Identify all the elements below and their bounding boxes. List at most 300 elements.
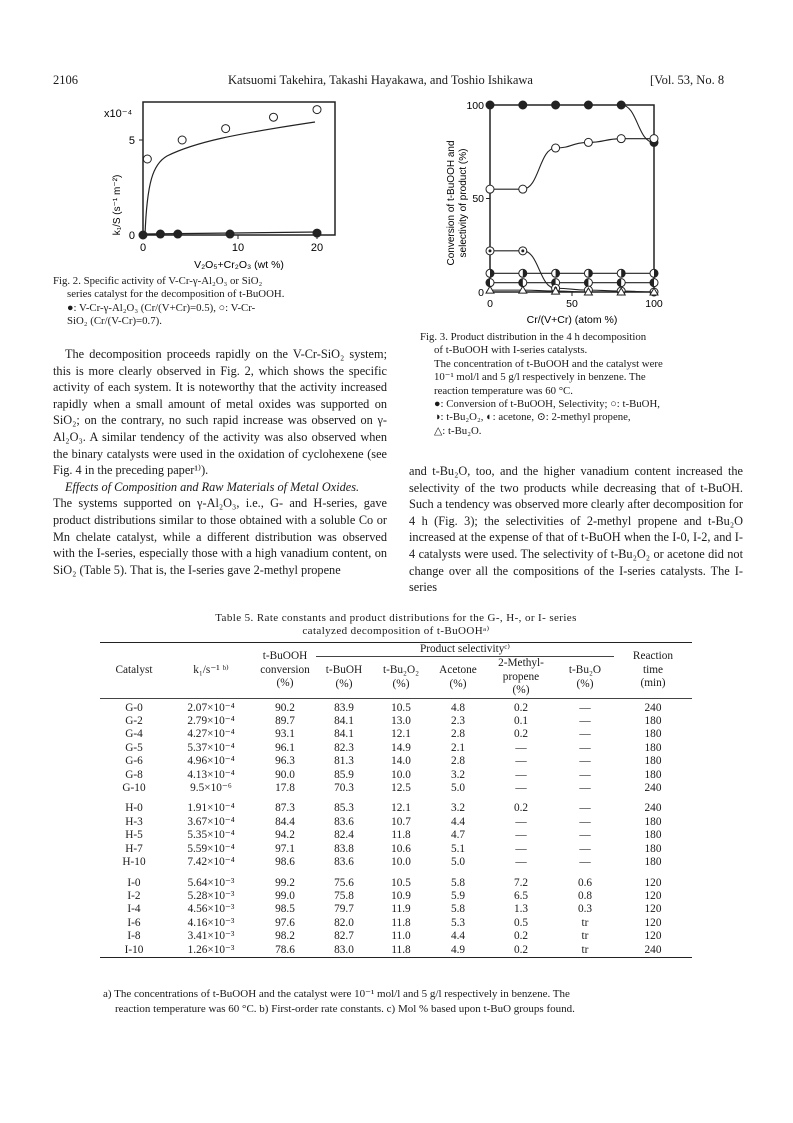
- fig3-point: [617, 279, 625, 287]
- table-cell: 180: [644, 755, 662, 768]
- table-cell: 5.0: [450, 856, 466, 869]
- fig3-point: [486, 247, 494, 255]
- header-buoh-line: t-BuOH: [325, 664, 363, 677]
- table-cell: 120: [644, 876, 662, 889]
- table-cell: 90.2: [275, 701, 295, 714]
- table-cell: 82.7: [334, 930, 354, 943]
- table-cell: 99.2: [275, 876, 295, 889]
- header-acetone-line: (%): [449, 677, 467, 690]
- table-row: [100, 843, 692, 856]
- fig3-point: [584, 101, 592, 109]
- fig3-caption: [420, 331, 760, 438]
- fig2-ytick-5: 5: [128, 135, 135, 147]
- table-cell: 2.8: [450, 755, 466, 768]
- fig2-xlabel: V₂O₅+Cr₂O₃ (wt %): [194, 259, 284, 271]
- table-cell: 240: [644, 701, 662, 714]
- table-cell: 0.3: [577, 903, 593, 916]
- table-cell: 180: [644, 741, 662, 754]
- table-cell: 180: [644, 815, 662, 828]
- header-acetone: [430, 657, 486, 698]
- fig2-xtick-10: 10: [231, 242, 245, 254]
- table-cell: 17.8: [275, 782, 295, 795]
- table-cell: 0.8: [577, 889, 593, 902]
- fig2-ticks: [139, 140, 317, 239]
- table5-title-line: Table 5. Rate constants and product distributions for the G-, H-, or I- series: [215, 612, 577, 624]
- table-cell: H-3: [125, 815, 143, 828]
- table5-header: [100, 643, 692, 698]
- fig2-caption-line: SiO₂ (Cr/(V-Cr)=0.7).: [67, 315, 162, 328]
- table-cell: 5.3: [450, 916, 466, 929]
- table-cell: 85.9: [334, 768, 354, 781]
- paragraph: The systems supported on γ-Al₂O₃, i.e., G- and H-series, gave product distributions similar to those obtained with a soluble Co or Mn chelate catalyst, while a different distribution was observed with the I-series, especially those with a high vanadium content, on SiO₂ (Table 5). That is, the I-series gave 2-methyl propene: [53, 496, 387, 577]
- table-row: [100, 930, 692, 943]
- table-row: [100, 816, 692, 829]
- table-cell: 7.42×10⁻⁴: [187, 856, 235, 869]
- fig2-xtick-0: 0: [139, 242, 147, 254]
- table-cell: 11.0: [391, 930, 411, 943]
- fig3-point: [552, 101, 560, 109]
- table-cell: 4.7: [450, 829, 466, 842]
- table-cell: 79.7: [334, 903, 354, 916]
- table-cell: 0.2: [513, 943, 529, 956]
- table-cell: 98.2: [275, 930, 295, 943]
- fig3-xlabel: Cr/(V+Cr) (atom %): [526, 314, 618, 326]
- table-cell: 5.59×10⁻⁴: [187, 842, 235, 855]
- table-cell: 78.6: [275, 943, 295, 956]
- table-cell: 83.9: [334, 701, 354, 714]
- fig2-ytick-0: 0: [128, 230, 135, 242]
- table-cell: 75.8: [334, 889, 354, 902]
- table-cell: I-6: [127, 916, 141, 929]
- fig3-point: [650, 135, 658, 143]
- table-cell: 4.56×10⁻³: [187, 903, 235, 916]
- table-row: [100, 829, 692, 842]
- table-cell: I-10: [124, 943, 144, 956]
- fig3-ylabel-line2: selectivity of product (%): [458, 148, 469, 258]
- fig3-point: [584, 269, 592, 277]
- table-cell: —: [515, 815, 527, 828]
- header-acetone-line: Acetone: [439, 664, 477, 677]
- table-cell: —: [579, 755, 591, 768]
- table-cell: —: [515, 755, 527, 768]
- table-cell: 83.8: [334, 842, 354, 855]
- table-cell: 3.2: [450, 768, 466, 781]
- table5-body: [100, 698, 692, 957]
- header-reaction-time-line: time: [642, 663, 664, 676]
- table-cell: 2.79×10⁻⁴: [187, 715, 235, 728]
- table-cell: 90.0: [275, 768, 295, 781]
- table-cell: 96.3: [275, 755, 295, 768]
- table-cell: 83.0: [334, 943, 354, 956]
- table-cell: 2.07×10⁻⁴: [187, 701, 235, 714]
- fig2-point: [139, 231, 147, 239]
- table-cell: 11.8: [391, 916, 411, 929]
- table-cell: 120: [644, 930, 662, 943]
- header-bu2o: [556, 657, 614, 698]
- table-cell: G-0: [125, 701, 143, 714]
- table-cell: 89.7: [275, 715, 295, 728]
- table-cell: 180: [644, 842, 662, 855]
- table-cell: 0.2: [513, 802, 529, 815]
- table-cell: 120: [644, 889, 662, 902]
- table-cell: 4.8: [450, 701, 466, 714]
- running-head-authors: Katsuomi Takehira, Takashi Hayakawa, and Toshio Ishikawa: [228, 73, 533, 87]
- fig3-point: [519, 101, 527, 109]
- table-row: [100, 769, 692, 782]
- table-cell: 14.9: [391, 741, 411, 754]
- fig3-point: [617, 101, 625, 109]
- page-number: 2106: [53, 73, 78, 87]
- table5: [100, 642, 692, 958]
- table-cell: 96.1: [275, 741, 295, 754]
- fig2-open-curve: [145, 122, 315, 235]
- header-conversion-line: conversion: [260, 663, 310, 676]
- table5-grid: [100, 643, 692, 957]
- table-cell: —: [579, 815, 591, 828]
- table-cell: 0.5: [513, 916, 529, 929]
- table-cell: 5.64×10⁻³: [187, 876, 235, 889]
- table-cell: 0.1: [513, 715, 529, 728]
- table-cell: 84.1: [334, 715, 354, 728]
- fig3-point: [584, 279, 592, 287]
- fig2-caption-line: ●: V-Cr-γ-Al₂O₃ (Cr/(V+Cr)=0.5), ○: V-Cr-: [67, 301, 256, 314]
- table-cell: 180: [644, 768, 662, 781]
- fig3-caption-line: 10⁻¹ mol/l and 5 g/l respectively in benzene. The: [434, 371, 646, 384]
- table-cell: 240: [644, 802, 662, 815]
- table-row: [100, 890, 692, 903]
- table-cell: 1.26×10⁻³: [187, 943, 235, 956]
- table-cell: 87.3: [275, 802, 295, 815]
- fig3-point: [486, 101, 494, 109]
- table5-title: [100, 612, 692, 637]
- table-cell: G-5: [125, 741, 143, 754]
- footnote-line: reaction temperature was 60 °C. b) First-order rate constants. c) Mol % based upon t-BuO groups found.: [115, 1003, 575, 1015]
- fig3-chart: [440, 95, 680, 330]
- table-cell: 1.91×10⁻⁴: [187, 802, 235, 815]
- table-row: [100, 782, 692, 795]
- table-cell: —: [515, 782, 527, 795]
- table-cell: 13.0: [391, 715, 411, 728]
- table-cell: —: [579, 782, 591, 795]
- table5-footnotes: [103, 987, 703, 1017]
- header-conversion: [254, 643, 316, 698]
- table-cell: —: [515, 741, 527, 754]
- table-cell: 83.6: [334, 815, 354, 828]
- table-cell: 14.0: [391, 755, 411, 768]
- fig3-caption-line: reaction temperature was 60 °C.: [434, 384, 573, 397]
- table-cell: 97.6: [275, 916, 295, 929]
- table-cell: H-5: [125, 829, 143, 842]
- table-cell: H-10: [122, 856, 146, 869]
- header-bu2o2-line: (%): [392, 677, 410, 690]
- table-cell: tr: [581, 916, 589, 929]
- table-cell: I-4: [127, 903, 141, 916]
- table-cell: 1.3: [513, 903, 529, 916]
- table-cell: 11.9: [391, 903, 411, 916]
- fig3-point: [519, 185, 527, 193]
- table-row: [100, 944, 692, 957]
- fig3-xtick-100: 100: [645, 298, 663, 310]
- fig2-caption-line: Fig. 2. Specific activity of V-Cr-γ-Al₂O₃ or SiO₂: [53, 275, 263, 287]
- fig3-point: [617, 135, 625, 143]
- fig3-caption-line: The concentration of t-BuOOH and the catalyst were: [434, 357, 663, 370]
- table-cell: 0.2: [513, 728, 529, 741]
- header-buoh-line: (%): [335, 677, 353, 690]
- table-cell: 0.6: [577, 876, 593, 889]
- table-cell: 10.0: [391, 768, 411, 781]
- header-k1: k₁/s⁻¹ ᵇ⁾: [168, 643, 254, 698]
- table-cell: 5.28×10⁻³: [187, 889, 235, 902]
- table-cell: 0.2: [513, 930, 529, 943]
- paragraph: The decomposition proceeds rapidly on the V-Cr-SiO₂ system; this is more clearly observed in Fig. 2, which shows the specific activity of each system. It is noteworthy that the activity increased rapidly when a small amount of metal oxides was supported on SiO₂; on the contrary, no such rapid increase was observed on γ-Al₂O₃. A similar tendency of the activity was also observed when the binary catalysts were used in the oxidation of cyclohexene (see Fig. 4 in the preceding paper¹⁾).: [53, 347, 387, 478]
- fig3-series-line: [490, 251, 654, 292]
- table-cell: 10.5: [391, 701, 411, 714]
- table-cell: —: [579, 856, 591, 869]
- table-cell: 4.27×10⁻⁴: [187, 728, 235, 741]
- table-cell: I-0: [127, 876, 141, 889]
- fig3-point: [617, 269, 625, 277]
- table-cell: 180: [644, 829, 662, 842]
- fig3-caption-line: Fig. 3. Product distribution in the 4 h decomposition: [420, 331, 647, 343]
- table-row: [100, 698, 692, 715]
- table-row: [100, 742, 692, 755]
- table5-title-line: catalyzed decomposition of t-BuOOHᵃ⁾: [302, 625, 490, 637]
- table-cell: 5.37×10⁻⁴: [187, 741, 235, 754]
- table-cell: —: [579, 701, 591, 714]
- header-bu2o-line: (%): [576, 677, 594, 690]
- table-row: [100, 870, 692, 890]
- table-cell: 4.96×10⁻⁴: [187, 755, 235, 768]
- fig2-point: [226, 230, 234, 238]
- table-cell: 2.8: [450, 728, 466, 741]
- table-cell: —: [515, 829, 527, 842]
- table-cell: 99.0: [275, 889, 295, 902]
- table-cell: 82.4: [334, 829, 354, 842]
- table-row: [100, 755, 692, 768]
- table-cell: 11.8: [391, 943, 411, 956]
- fig3-ylabel-line1: Conversion of t-BuOOH and: [446, 140, 457, 266]
- fig3-xtick-0: 0: [487, 298, 493, 310]
- table-cell: 2.1: [450, 741, 466, 754]
- table-cell: 180: [644, 728, 662, 741]
- table-cell: 7.2: [513, 876, 529, 889]
- table-cell: —: [515, 856, 527, 869]
- header-reaction-time-line: Reaction: [632, 650, 674, 663]
- table-cell: —: [579, 715, 591, 728]
- fig2-xtick-20: 20: [310, 242, 324, 254]
- table-row: [100, 903, 692, 916]
- fig3-point: [552, 144, 560, 152]
- header-bu2o2: [372, 657, 430, 698]
- fig2-multiplier: x10⁻⁴: [104, 108, 133, 120]
- table-cell: —: [579, 802, 591, 815]
- table-cell: G-6: [125, 755, 143, 768]
- header-reaction-time-line: (min): [640, 677, 666, 690]
- table-cell: 240: [644, 782, 662, 795]
- fig3-caption-line: ●: Conversion of t-BuOOH, Selectivity; ○: t-BuOH,: [434, 398, 660, 411]
- table-cell: 97.1: [275, 842, 295, 855]
- header-bu2o2-line: t-Bu₂O₂: [382, 664, 420, 677]
- fig3-caption-line: of t-BuOOH with I-series catalysts.: [434, 344, 588, 357]
- table-row: [100, 917, 692, 930]
- table-cell: G-2: [125, 715, 143, 728]
- fig3-point: [552, 269, 560, 277]
- table-cell: I-8: [127, 930, 141, 943]
- table-cell: 5.8: [450, 903, 466, 916]
- table-cell: —: [579, 768, 591, 781]
- table-cell: G-4: [125, 728, 143, 741]
- fig2-point: [222, 125, 230, 133]
- table-cell: 3.41×10⁻³: [187, 930, 235, 943]
- header-methylpropene-line: (%): [512, 684, 530, 697]
- section-heading: Effects of Composition and Raw Materials of Metal Oxides.: [65, 479, 360, 494]
- table-cell: 4.9: [450, 943, 466, 956]
- fig3-series-line: [490, 105, 654, 142]
- table-cell: 98.5: [275, 903, 295, 916]
- fig3-point: [650, 279, 658, 287]
- table-cell: 120: [644, 916, 662, 929]
- table-cell: 4.4: [450, 930, 466, 943]
- table-cell: 180: [644, 856, 662, 869]
- fig3-ticks: [486, 105, 572, 296]
- fig2-point: [313, 106, 321, 114]
- table-cell: 9.5×10⁻⁶: [190, 782, 232, 795]
- fig3-axes: [490, 105, 654, 292]
- header-reaction-time: [614, 643, 692, 698]
- fig2-point: [156, 230, 164, 238]
- right-column: [409, 463, 743, 596]
- header-bu2o-line: t-Bu₂O: [568, 664, 602, 677]
- header-buoh: [316, 657, 372, 698]
- fig2-point: [143, 155, 151, 163]
- fig3-point: [486, 269, 494, 277]
- table-cell: 5.1: [450, 842, 466, 855]
- table-row: [100, 795, 692, 815]
- table-cell: 120: [644, 903, 662, 916]
- fig3-point: [519, 247, 527, 255]
- table-cell: 5.9: [450, 889, 466, 902]
- table-cell: 5.35×10⁻⁴: [187, 829, 235, 842]
- running-head-volume: [Vol. 53, No. 8: [650, 73, 725, 87]
- paragraph: and t-Bu₂O, too, and the higher vanadium content increased the selectivity of the two products while decreasing that of t-BuOH. Such a tendency was observed more clearly after decomposition for 4 h (Fig. 3); the selectivities of 2-methyl propene and t-Bu₂O increased at the expense of that of t-BuOH when the I-0, I-2, and I-4 catalysts were used. The selectivity of t-Bu₂O₂ or acetone did not change over all the compositions of the I-series catalysts. The I-series: [409, 464, 743, 595]
- table-cell: 10.0: [391, 856, 411, 869]
- table-cell: 10.6: [391, 842, 411, 855]
- header-methylpropene-line: 2-Methyl-: [498, 657, 544, 670]
- table-row: [100, 715, 692, 728]
- fig3-caption-line: ◑: t-Bu₂O₂, ◐: acetone, ⊙: 2-methyl propene,: [434, 411, 631, 424]
- table-cell: 98.6: [275, 856, 295, 869]
- table-cell: 85.3: [334, 802, 354, 815]
- fig2-chart: [95, 92, 345, 274]
- table-cell: G-8: [125, 768, 143, 781]
- left-column: [53, 346, 387, 578]
- table-cell: —: [515, 842, 527, 855]
- fig2-point: [313, 229, 321, 237]
- table-cell: 6.5: [513, 889, 529, 902]
- fig3-point: [519, 269, 527, 277]
- table-row: [100, 856, 692, 869]
- footnote-line: a) The concentrations of t-BuOOH and the catalyst were 10⁻¹ mol/l and 5 g/l respectively in benzene. The: [103, 988, 570, 1000]
- table-cell: 12.1: [391, 728, 411, 741]
- table-cell: 93.1: [275, 728, 295, 741]
- table-cell: 240: [644, 943, 662, 956]
- table-cell: 70.3: [334, 782, 354, 795]
- table-cell: H-0: [125, 802, 143, 815]
- fig3-ytick-50: 50: [472, 193, 484, 205]
- table-cell: G-10: [122, 782, 146, 795]
- table-cell: —: [579, 829, 591, 842]
- fig2-point: [174, 230, 182, 238]
- fig3-point: [584, 138, 592, 146]
- header-methylpropene-line: propene: [502, 670, 540, 683]
- table-cell: H-7: [125, 842, 143, 855]
- table-cell: 82.3: [334, 741, 354, 754]
- fig3-ytick-0: 0: [478, 287, 484, 299]
- table-cell: 5.0: [450, 782, 466, 795]
- table-cell: 4.13×10⁻⁴: [187, 768, 235, 781]
- table-cell: tr: [581, 943, 589, 956]
- table-cell: 84.1: [334, 728, 354, 741]
- table-cell: 84.4: [275, 815, 295, 828]
- table-cell: 4.16×10⁻³: [187, 916, 235, 929]
- header-methylpropene: [486, 657, 556, 698]
- fig2-axes: [143, 102, 335, 235]
- table-cell: 10.7: [391, 815, 411, 828]
- fig3-point: [650, 269, 658, 277]
- table-cell: 10.5: [391, 876, 411, 889]
- table-cell: 180: [644, 715, 662, 728]
- header-conversion-line: (%): [276, 677, 294, 690]
- table-cell: 3.2: [450, 802, 466, 815]
- table-cell: tr: [581, 930, 589, 943]
- table-cell: —: [515, 768, 527, 781]
- table-cell: 0.2: [513, 701, 529, 714]
- fig2-point: [270, 113, 278, 121]
- fig2-ylabel: k₁/S (s⁻¹ m⁻²): [112, 174, 123, 236]
- header-catalyst: Catalyst: [100, 643, 168, 698]
- table-cell: 82.0: [334, 916, 354, 929]
- table-cell: 83.6: [334, 856, 354, 869]
- table-cell: 11.8: [391, 829, 411, 842]
- fig2-point: [178, 136, 186, 144]
- header-product-selectivity: Product selectivityᶜ⁾: [316, 643, 614, 657]
- table-cell: 3.67×10⁻⁴: [187, 815, 235, 828]
- fig2-caption: [53, 275, 373, 329]
- fig3-point: [486, 185, 494, 193]
- table-cell: 4.4: [450, 815, 466, 828]
- fig3-ytick-100: 100: [466, 100, 484, 112]
- table-cell: —: [579, 842, 591, 855]
- table-cell: —: [579, 728, 591, 741]
- table-cell: 94.2: [275, 829, 295, 842]
- table-cell: 5.8: [450, 876, 466, 889]
- fig3-xtick-50: 50: [566, 298, 578, 310]
- table-cell: 12.1: [391, 802, 411, 815]
- table-cell: —: [579, 741, 591, 754]
- table-cell: 10.9: [391, 889, 411, 902]
- table-cell: 75.6: [334, 876, 354, 889]
- table-cell: 12.5: [391, 782, 411, 795]
- table-row: [100, 728, 692, 741]
- header-conversion-line: t-BuOOH: [262, 650, 308, 663]
- table-cell: 81.3: [334, 755, 354, 768]
- fig3-caption-line: △: t-Bu₂O.: [434, 424, 482, 437]
- fig3-series: [486, 101, 658, 296]
- table-cell: I-2: [127, 889, 141, 902]
- fig2-caption-line: series catalyst for the decomposition of t-BuOOH.: [67, 288, 285, 301]
- fig3-series-line: [490, 139, 654, 189]
- table-cell: 2.3: [450, 715, 466, 728]
